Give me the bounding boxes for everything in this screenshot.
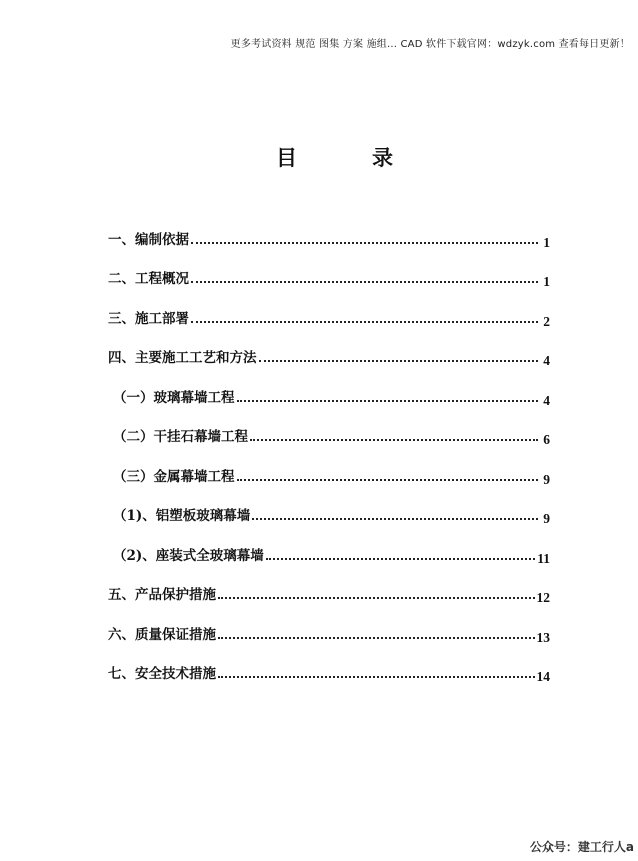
toc-entry-label: （二）干挂石幕墙工程: [113, 429, 248, 445]
dot-leader: [237, 478, 539, 481]
footer-watermark: 公众号：建工行人a: [529, 840, 634, 854]
toc-entry-label: （1)、铝塑板玻璃幕墙: [113, 508, 251, 524]
toc-entry-label: （一）玻璃幕墙工程: [113, 389, 235, 406]
dot-leader: [218, 596, 535, 599]
toc-entry-12[interactable]: [108, 643, 550, 683]
toc-entry-4[interactable]: [108, 327, 550, 367]
toc-entry-page: 6: [543, 432, 550, 447]
dot-leader: [191, 320, 538, 323]
toc-entry-label: 六、质量保证措施: [108, 626, 216, 643]
dot-leader: [218, 636, 535, 639]
dot-leader: [250, 438, 538, 441]
toc-entry-label: 七、安全技术措施: [108, 666, 216, 682]
toc-entry-label: （2)、座装式全玻璃幕墙: [113, 547, 264, 564]
toc-entry-page: 4: [543, 392, 550, 408]
toc-entry-6[interactable]: [108, 406, 550, 446]
dot-leader: [218, 675, 535, 678]
toc-entry-page: 9: [543, 511, 550, 526]
header-note: 更多考试资料 规范 图集 方案 施组... CAD 软件下载官网：wdzyk.com 查看每日更新！: [230, 39, 630, 50]
toc-entry-2[interactable]: [108, 248, 550, 288]
toc-entry-5[interactable]: [108, 366, 550, 406]
toc-entry-label: 五、产品保护措施: [108, 587, 216, 603]
toc-entry-page: 9: [543, 471, 550, 487]
toc-entry-page: 11: [537, 550, 550, 566]
dot-leader: [252, 517, 538, 520]
toc-entry-page: 1: [543, 274, 550, 289]
toc-entry-page: 14: [536, 669, 550, 684]
dot-leader: [259, 359, 539, 362]
toc-entry-7[interactable]: [108, 445, 550, 485]
toc-entry-label: （三）金属幕墙工程: [113, 468, 235, 485]
toc-entry-label: 二、工程概况: [108, 271, 189, 287]
toc-entry-page: 13: [536, 629, 550, 645]
toc-entry-3[interactable]: [108, 287, 550, 327]
toc-entry-page: 4: [543, 353, 550, 368]
toc-entry-page: 1: [543, 234, 550, 250]
toc-entry-label: 一、编制依据: [108, 231, 189, 248]
table-of-contents: [108, 208, 550, 682]
dot-leader: [191, 241, 538, 244]
toc-entry-8[interactable]: [108, 485, 550, 525]
toc-entry-label: 四、主要施工工艺和方法: [108, 350, 257, 366]
title-char-1: 目: [276, 145, 297, 170]
title-char-2: 录: [372, 145, 393, 170]
dot-leader: [191, 280, 538, 283]
toc-entry-label: 三、施工部署: [108, 310, 189, 327]
toc-entry-9[interactable]: [108, 524, 550, 564]
toc-entry-11[interactable]: [108, 603, 550, 643]
dot-leader: [266, 557, 535, 560]
toc-entry-1[interactable]: [108, 208, 550, 248]
dot-leader: [237, 399, 539, 402]
toc-entry-10[interactable]: [108, 564, 550, 604]
toc-entry-page: 12: [536, 590, 550, 605]
toc-entry-page: 2: [543, 313, 550, 329]
